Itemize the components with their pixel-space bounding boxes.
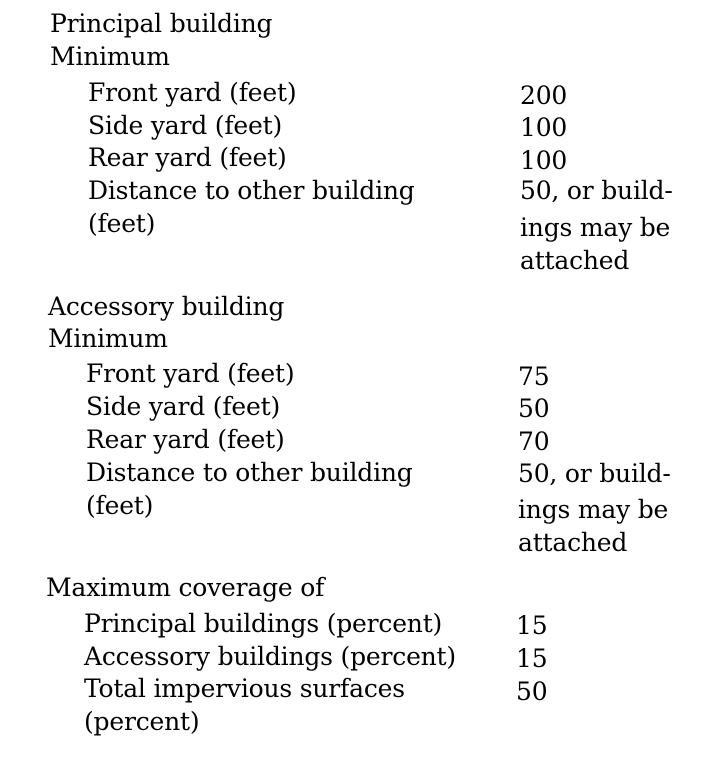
row-label: Distance to other building — [86, 458, 413, 487]
row-value: 50 — [518, 394, 550, 423]
row-value-continued: attached — [518, 528, 628, 557]
row-label-continued: (feet) — [86, 491, 154, 520]
section-heading-accessory: Accessory building — [48, 292, 285, 321]
row-label: Principal buildings (percent) — [84, 609, 443, 638]
row-label-continued: (feet) — [88, 209, 156, 238]
row-label-continued: (percent) — [84, 707, 200, 736]
row-label: Front yard (feet) — [86, 359, 295, 388]
row-label: Rear yard (feet) — [86, 425, 285, 454]
row-value: 50 — [516, 677, 548, 706]
row-value: 100 — [520, 113, 568, 142]
row-label: Front yard (feet) — [88, 78, 297, 107]
row-label: Distance to other building — [88, 176, 415, 205]
row-label: Accessory buildings (percent) — [84, 642, 456, 671]
row-value-continued: ings may be — [518, 495, 669, 524]
row-label: Total impervious surfaces — [84, 674, 405, 703]
row-value: 70 — [518, 427, 550, 456]
subheading-minimum: Minimum — [48, 324, 168, 353]
row-value: 15 — [516, 611, 548, 640]
row-value: 15 — [516, 644, 548, 673]
row-value: 50, or build- — [518, 459, 671, 488]
section-heading-principal: Principal building — [50, 9, 273, 38]
row-label: Side yard (feet) — [88, 111, 282, 140]
subheading-minimum: Minimum — [50, 42, 170, 71]
row-label: Side yard (feet) — [86, 392, 280, 421]
row-label: Rear yard (feet) — [88, 143, 287, 172]
row-value: 75 — [518, 362, 550, 391]
row-value: 200 — [520, 81, 568, 110]
row-value-continued: attached — [520, 246, 630, 275]
row-value: 50, or build- — [520, 176, 673, 205]
row-value: 100 — [520, 146, 568, 175]
section-heading-coverage: Maximum coverage of — [46, 573, 325, 602]
row-value-continued: ings may be — [520, 213, 671, 242]
